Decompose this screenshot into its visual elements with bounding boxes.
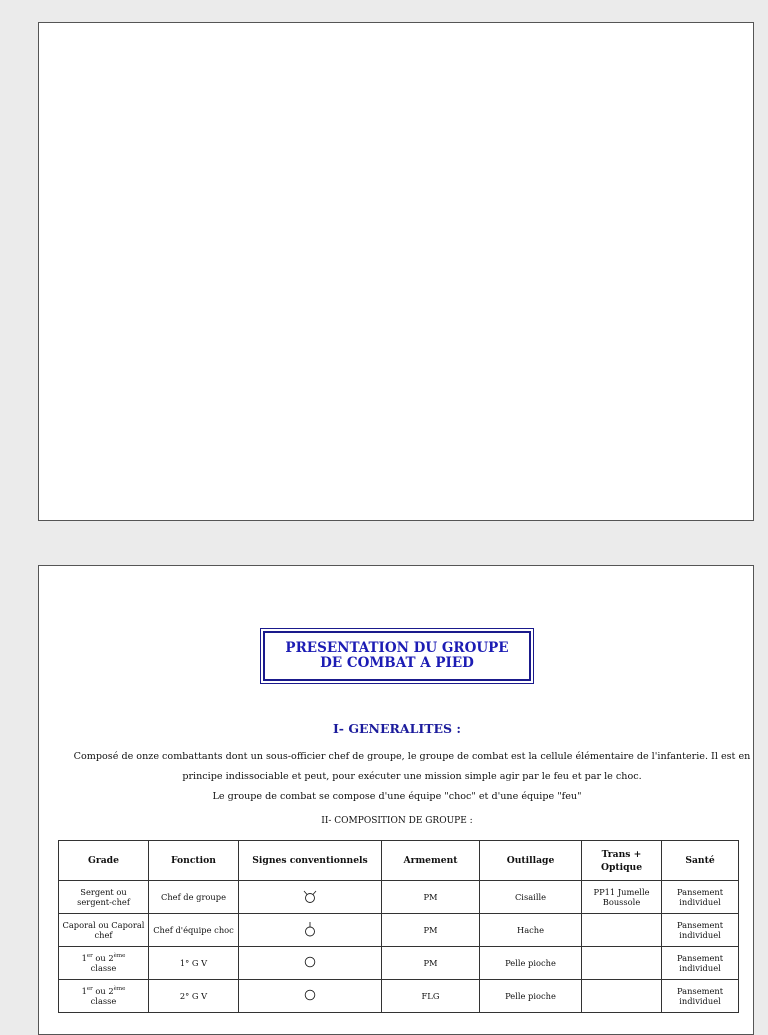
cell-grade: Caporal ou Caporal chef: [59, 914, 149, 947]
cell-fonction: Chef d'équipe choc: [149, 914, 239, 947]
header-fonction: Fonction: [149, 841, 239, 881]
cell-grade: Sergent ou sergent-chef: [59, 881, 149, 914]
cell-armement: PM: [382, 947, 480, 980]
cell-fonction: Chef de groupe: [149, 881, 239, 914]
generalites-paragraph: Composé de onze combattants dont un sous-officier chef de groupe, le groupe de combat est la cellule élémentaire de l'infanterie. Il est en principe indissociable et peut, pour exécuter une mission simple agir par le feu et par le choc.: [73, 751, 751, 782]
cell-signe: [239, 980, 382, 1013]
cell-fonction: 2° G V: [149, 980, 239, 1013]
header-sante: Santé: [662, 841, 739, 881]
table-row: [59, 914, 739, 947]
cell-outillage: Hache: [480, 914, 582, 947]
section-heading-generalites: I- GENERALITES :: [332, 721, 462, 736]
sup-1: er: [86, 953, 93, 960]
table-header-row: [59, 841, 739, 881]
cell-armement: FLG: [382, 980, 480, 1013]
cell-outillage: Pelle pioche: [480, 980, 582, 1013]
cell-signe: [239, 914, 382, 947]
grade-rest: classe: [90, 996, 117, 1006]
cell-grade: 1er ou 2ème classe: [59, 980, 149, 1013]
header-grade: Grade: [59, 841, 149, 881]
chef-groupe-symbol-icon: [302, 888, 318, 904]
blank-page: [38, 22, 754, 521]
cell-outillage: Cisaille: [480, 881, 582, 914]
document-page: [38, 565, 754, 1035]
cell-sante: Pansement individuel: [662, 947, 739, 980]
cell-outillage: Pelle pioche: [480, 947, 582, 980]
title-box: [260, 628, 534, 684]
circle-symbol-icon: [302, 987, 318, 1003]
page-title: [263, 631, 531, 681]
grade-rest: classe: [90, 963, 117, 973]
cell-sante: Pansement individuel: [662, 914, 739, 947]
cell-sante: Pansement individuel: [662, 881, 739, 914]
cell-armement: PM: [382, 881, 480, 914]
circle-symbol-icon: [302, 954, 318, 970]
generalites-paragraph-2: Le groupe de combat se compose d'une équipe "choc" et d'une équipe "feu": [212, 791, 582, 802]
section-heading-composition: II- COMPOSITION DE GROUPE :: [321, 816, 473, 826]
cell-trans: [582, 980, 662, 1013]
sup-1: er: [86, 986, 93, 993]
cell-signe: [239, 947, 382, 980]
table-row: [59, 947, 739, 980]
cell-fonction: 1° G V: [149, 947, 239, 980]
header-trans-optique: Trans + Optique: [582, 841, 662, 881]
title-line-2: DE COMBAT A PIED: [320, 655, 474, 671]
cell-grade: 1er ou 2ème classe: [59, 947, 149, 980]
cell-trans: PP11 Jumelle Boussole: [582, 881, 662, 914]
sup-2: ème: [113, 953, 126, 960]
table-row: [59, 980, 739, 1013]
composition-table: [58, 840, 739, 1013]
header-outillage: Outillage: [480, 841, 582, 881]
header-armement: Armement: [382, 841, 480, 881]
cell-trans: [582, 914, 662, 947]
header-signes: Signes conventionnels: [239, 841, 382, 881]
sup-2: ème: [113, 986, 126, 993]
title-line-1: PRESENTATION DU GROUPE: [285, 640, 509, 656]
cell-armement: PM: [382, 914, 480, 947]
cell-trans: [582, 947, 662, 980]
cell-signe: [239, 881, 382, 914]
table-row: [59, 881, 739, 914]
chef-equipe-symbol-icon: [302, 921, 318, 937]
cell-sante: Pansement individuel: [662, 980, 739, 1013]
